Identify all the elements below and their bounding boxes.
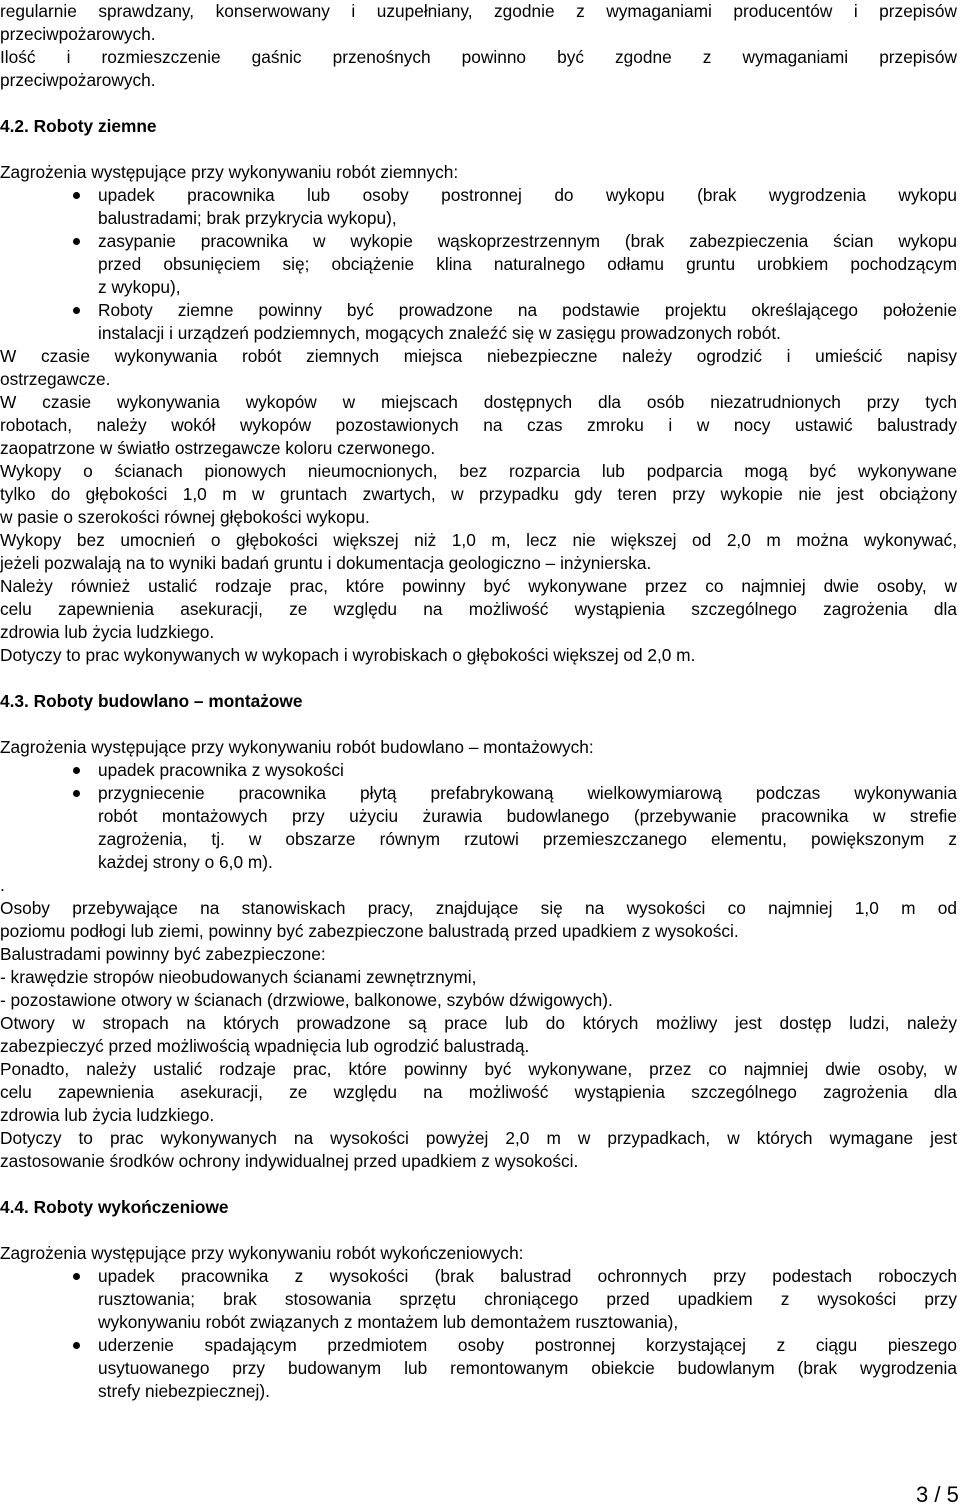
paragraph-line: zabezpieczyć przed możliwością wpadnięcia lub ogrodzić balustradą. xyxy=(0,1036,530,1056)
paragraph-line: W czasie wykonywania wykopów w miejscach dostępnych dla osób niezatrudnionych przy tych xyxy=(0,392,957,412)
paragraph-line: - krawędzie stropów nieobudowanych ścianami zewnętrznymi, xyxy=(0,967,477,987)
section-intro: Zagrożenia występujące przy wykonywaniu robót budowlano – montażowych: xyxy=(0,737,594,757)
bullet-icon xyxy=(73,238,80,245)
paragraph-line: w pasie o szerokości równej głębokości wykopu. xyxy=(0,507,370,527)
paragraph-line: - pozostawione otwory w ścianach (drzwiowe, balkonowe, szybów dźwigowych). xyxy=(0,990,613,1010)
text-line: przeciwpożarowych. xyxy=(0,24,156,44)
bullet-line: uderzenie spadającym przedmiotem osoby postronnej korzystającej z ciągu pieszego xyxy=(98,1335,957,1355)
bullet-icon xyxy=(73,192,80,199)
bullet-icon xyxy=(73,307,80,314)
text-line: Ilość i rozmieszczenie gaśnic przenośnych powinno być zgodne z wymaganiami przepisów xyxy=(0,47,957,67)
paragraph-line: celu zapewnienia asekuracji, ze względu na możliwość wystąpienia szczególnego zagrożenia dla xyxy=(0,599,957,619)
text-line: przeciwpożarowych. xyxy=(0,70,156,90)
paragraph-line: ostrzegawcze. xyxy=(0,369,111,389)
bullet-line: przed obsunięciem się; obciążenie klina naturalnego odłamu gruntu urobkiem pochodzącym xyxy=(98,254,957,274)
text-line: regularnie sprawdzany, konserwowany i uzupełniany, zgodnie z wymaganiami producentów i przepisów xyxy=(0,1,957,21)
bullet-icon xyxy=(73,1273,80,1280)
paragraph-line: Wykopy o ścianach pionowych nieumocnionych, bez rozparcia lub podparcia mogą być wykonywane xyxy=(0,461,957,481)
paragraph-line: poziomu podłogi lub ziemi, powinny być zabezpieczone balustradą przed upadkiem z wysokości. xyxy=(0,921,739,941)
bullet-line: Roboty ziemne powinny być prowadzone na podstawie projektu określającego położenie xyxy=(98,300,957,320)
bullet-line: balustradami; brak przykrycia wykopu), xyxy=(98,208,397,228)
paragraph-line: W czasie wykonywania robót ziemnych miejsca niebezpieczne należy ogrodzić i umieścić napisy xyxy=(0,346,957,366)
paragraph-line: zdrowia lub życia ludzkiego. xyxy=(0,1105,215,1125)
bullet-line: zagrożenia, tj. w obszarze równym rzutowi przemieszczanego elementu, powiększonym z xyxy=(98,829,957,849)
paragraph-line: Dotyczy to prac wykonywanych w wykopach i wyrobiskach o głębokości większej od 2,0 m. xyxy=(0,645,696,665)
paragraph-line: Otwory w stropach na których prowadzone są prace lub do których możliwy jest dostęp ludzi, należy xyxy=(0,1013,957,1033)
paragraph-line: zastosowanie środków ochrony indywidualnej przed upadkiem z wysokości. xyxy=(0,1151,579,1171)
paragraph-line: tylko do głębokości 1,0 m w gruntach zwartych, w przypadku gdy teren przy wykopie nie jest obciążony xyxy=(0,484,957,504)
paragraph-line: Wykopy bez umocnień o głębokości większej niż 1,0 m, lecz nie większej od 2,0 m można wykonywać, xyxy=(0,530,957,550)
bullet-line: wykonywaniu robót związanych z montażem lub demontażem rusztowania), xyxy=(98,1312,679,1332)
bullet-line: rusztowania; brak stosowania sprzętu chroniącego przed upadkiem z wysokości przy xyxy=(98,1289,957,1309)
section-intro: Zagrożenia występujące przy wykonywaniu robót ziemnych: xyxy=(0,162,459,182)
paragraph-line: Balustradami powinny być zabezpieczone: xyxy=(0,944,326,964)
bullet-line: zasypanie pracownika w wykopie wąskoprzestrzennym (brak zabezpieczenia ścian wykopu xyxy=(98,231,957,251)
paragraph-line: Osoby przebywające na stanowiskach pracy, znajdujące się na wysokości co najmniej 1,0 m od xyxy=(0,898,957,918)
section-heading-4-2: 4.2. Roboty ziemne xyxy=(0,116,157,136)
paragraph-line: jeżeli pozwalają na to wyniki badań gruntu i dokumentacja geologiczno – inżynierska. xyxy=(0,553,652,573)
paragraph-line: zdrowia lub życia ludzkiego. xyxy=(0,622,215,642)
bullet-icon xyxy=(73,1342,80,1349)
bullet-line: upadek pracownika lub osoby postronnej do wykopu (brak wygrodzenia wykopu xyxy=(98,185,957,205)
section-heading-4-4: 4.4. Roboty wykończeniowe xyxy=(0,1197,229,1217)
section-heading-4-3: 4.3. Roboty budowlano – montażowe xyxy=(0,691,303,711)
paragraph-line: Ponadto, należy ustalić rodzaje prac, które powinny być wykonywane, przez co najmniej dwie osoby, w xyxy=(0,1059,957,1079)
bullet-line: z wykopu), xyxy=(98,277,181,297)
bullet-line: instalacji i urządzeń podziemnych, mogących znaleźć się w zasięgu prowadzonych robót. xyxy=(98,323,781,343)
bullet-line: robót montażowych przy użyciu żurawia budowlanego (przebywanie pracownika w strefie xyxy=(98,806,957,826)
bullet-line: strefy niebezpiecznej). xyxy=(98,1381,270,1401)
bullet-line: każdej strony o 6,0 m). xyxy=(98,852,273,872)
section-intro: Zagrożenia występujące przy wykonywaniu robót wykończeniowych: xyxy=(0,1243,524,1263)
bullet-line: upadek pracownika z wysokości xyxy=(98,760,344,780)
paragraph-line: robotach, należy wokół wykopów pozostawionych na czas zmroku i w nocy ustawić balustrady xyxy=(0,415,957,435)
bullet-icon xyxy=(73,790,80,797)
bullet-line: usytuowanego przy budowanym lub remontowanym obiekcie budowlanym (brak wygrodzenia xyxy=(98,1358,957,1378)
paragraph-line: celu zapewnienia asekuracji, ze względu na możliwość wystąpienia szczególnego zagrożenia dla xyxy=(0,1082,957,1102)
paragraph-line: zaopatrzone w światło ostrzegawcze koloru czerwonego. xyxy=(0,438,436,458)
bullet-line: przygniecenie pracownika płytą prefabrykowaną wielkowymiarową podczas wykonywania xyxy=(98,783,957,803)
bullet-icon xyxy=(73,767,80,774)
paragraph-line: Należy również ustalić rodzaje prac, które powinny być wykonywane przez co najmniej dwie osoby, w xyxy=(0,576,957,596)
stray-dot: . xyxy=(0,875,5,895)
paragraph-line: Dotyczy to prac wykonywanych na wysokości powyżej 2,0 m w przypadkach, w których wymagane jest xyxy=(0,1128,957,1148)
page-number: 3 / 5 xyxy=(916,1482,959,1507)
bullet-line: upadek pracownika z wysokości (brak balustrad ochronnych przy podestach roboczych xyxy=(98,1266,957,1286)
